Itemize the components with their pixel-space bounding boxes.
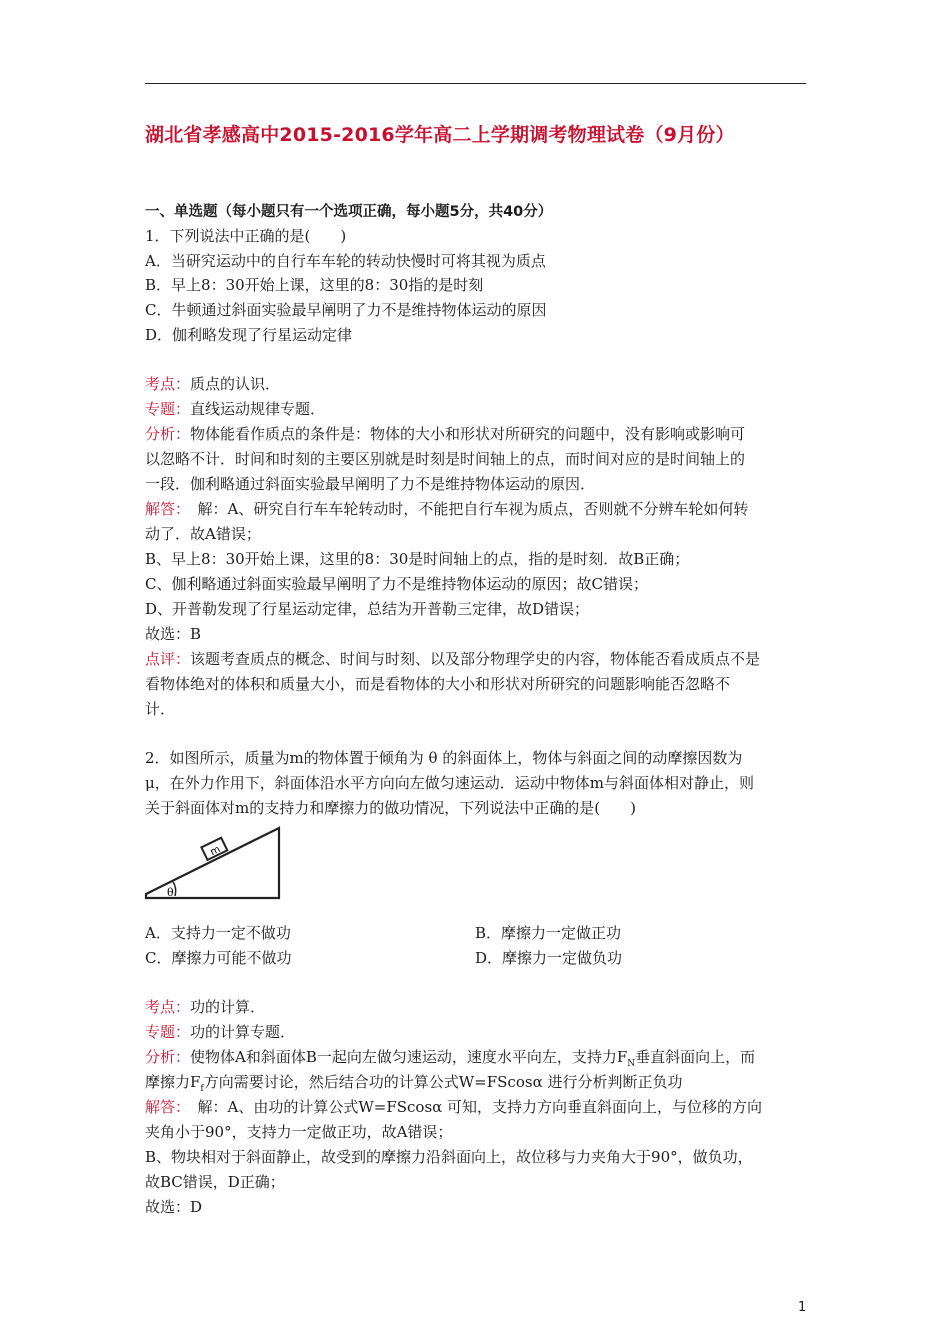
fenxi-label: 分析： bbox=[145, 1048, 191, 1066]
q2-zhuanti bbox=[145, 1022, 295, 1042]
q1-option-d: D．伽利略发现了行星运动定律 bbox=[145, 326, 353, 344]
fenxi-line2-b: 方向需要讨论，然后结合功的计算公式W=FScosα 进行分析判断正负功 bbox=[203, 1073, 683, 1091]
q1-fenxi-line3: 一段．伽利略通过斜面实验最早阐明了力不是维持物体运动的原因． bbox=[145, 475, 596, 493]
q2-option-a: A．支持力一定不做功 bbox=[145, 924, 291, 942]
zhuanti-label: 专题： bbox=[145, 400, 191, 418]
incline-wedge bbox=[146, 828, 279, 898]
q2-stem: 2．如图所示，质量为m的物体置于倾角为 θ 的斜面体上，物体与斜面之间的动摩擦因数为 bbox=[145, 749, 743, 767]
q2-jieda bbox=[145, 1097, 762, 1117]
fenxi-sub-f: f bbox=[200, 1084, 204, 1094]
section-heading: 一、单选题（每小题只有一个选项正确，每小题5分，共40分） bbox=[145, 204, 553, 220]
q1-zhuanti bbox=[145, 399, 325, 419]
fenxi-line2-a: 摩擦力F bbox=[145, 1073, 201, 1091]
q1-option-b: B．早上8：30开始上课，这里的8：30指的是时刻 bbox=[145, 276, 484, 294]
q2-option-d: D．摩擦力一定做负功 bbox=[475, 949, 623, 967]
q2-jieda-line3: B、物块相对于斜面静止，故受到的摩擦力沿斜面向上，故位移与力夹角大于90°，做负功， bbox=[145, 1148, 753, 1166]
q1-dianping bbox=[145, 649, 760, 669]
fenxi-label: 分析： bbox=[145, 425, 191, 443]
q2-stem-line3: 关于斜面体对m的支持力和摩擦力的做功情况，下列说法中正确的是( ) bbox=[145, 799, 636, 817]
dianping-label: 点评： bbox=[145, 650, 191, 668]
q2-fenxi bbox=[145, 1047, 755, 1074]
fenxi-text: 物体能看作质点的条件是：物体的大小和形状对所研究的问题中，没有影响或影响可 bbox=[190, 425, 746, 443]
q1-jieda bbox=[145, 499, 748, 519]
q2-option-c: C．摩擦力可能不做功 bbox=[145, 949, 292, 967]
page-number: 1 bbox=[798, 1300, 807, 1315]
fenxi-text-b: 垂直斜面向上，而 bbox=[635, 1048, 756, 1066]
q2-jieda-line2: 夹角小于90°，支持力一定做正功，故A错误； bbox=[145, 1123, 453, 1141]
q1-option-c: C．牛顿通过斜面实验最早阐明了力不是维持物体运动的原因 bbox=[145, 301, 547, 319]
q1-jieda-line4: C、伽利略通过斜面实验最早阐明了力不是维持物体运动的原因；故C错误； bbox=[145, 575, 648, 593]
page-title: 湖北省孝感高中2015-2016学年高二上学期调考物理试卷（9月份） bbox=[145, 124, 735, 146]
block-label: m bbox=[208, 844, 223, 859]
q2-kaodian bbox=[145, 997, 265, 1017]
dianping-text: 该题考查质点的概念、时间与时刻、以及部分物理学史的内容，物体能否看成质点不是 bbox=[190, 650, 761, 668]
q1-dianping-line3: 计． bbox=[145, 700, 176, 718]
q2-fenxi-line2 bbox=[145, 1072, 682, 1099]
q1-stem: 1．下列说法中正确的是( ) bbox=[145, 227, 347, 245]
zhuanti-label: 专题： bbox=[145, 1023, 191, 1041]
fenxi-text-a: 使物体A和斜面体B一起向左做匀速运动，速度水平向左，支持力F bbox=[190, 1048, 628, 1066]
q2-option-b: B．摩擦力一定做正功 bbox=[475, 924, 622, 942]
q1-jieda-line2: 动了．故A错误； bbox=[145, 525, 261, 543]
q1-option-a: A．当研究运动中的自行车车轮的转动快慢时可将其视为质点 bbox=[145, 252, 546, 270]
kaodian-label: 考点： bbox=[145, 375, 191, 393]
zhuanti-text: 直线运动规律专题． bbox=[190, 400, 326, 418]
header-rule bbox=[145, 83, 806, 84]
q1-dianping-line2: 看物体绝对的体积和质量大小，而是看物体的大小和形状对所研究的问题影响能否忽略不 bbox=[145, 675, 731, 693]
jieda-label: 解答： bbox=[145, 1098, 183, 1116]
q1-fenxi-line2: 以忽略不计．时间和时刻的主要区别就是时刻是时间轴上的点，而时间对应的是时间轴上的 bbox=[145, 450, 746, 468]
jieda-text: 解：A、由功的计算公式W=FScosα 可知，支持力方向垂直斜面向上，与位移的方向 bbox=[182, 1098, 763, 1116]
fenxi-sub-n: N bbox=[627, 1059, 636, 1069]
kaodian-text: 质点的认识． bbox=[190, 375, 281, 393]
q2-jieda-line4: 故BC错误，D正确； bbox=[145, 1173, 285, 1191]
q1-answer: 故选：B bbox=[145, 625, 202, 643]
kaodian-label: 考点： bbox=[145, 998, 191, 1016]
q1-jieda-line5: D、开普勒发现了行星运动定律，总结为开普勒三定律，故D错误； bbox=[145, 600, 590, 618]
q1-kaodian bbox=[145, 374, 280, 394]
q1-jieda-line3: B、早上8：30开始上课，这里的8：30是时间轴上的点，指的是时刻．故B正确； bbox=[145, 550, 690, 568]
q2-stem-line2: μ，在外力作用下，斜面体沿水平方向向左做匀速运动．运动中物体m与斜面体相对静止，则 bbox=[145, 774, 754, 792]
zhuanti-text: 功的计算专题． bbox=[190, 1023, 296, 1041]
incline-figure bbox=[143, 826, 285, 902]
jieda-text: 解：A、研究自行车车轮转动时，不能把自行车视为质点，否则就不分辨车轮如何转 bbox=[182, 500, 749, 518]
jieda-label: 解答： bbox=[145, 500, 183, 518]
angle-label: θ bbox=[167, 886, 174, 899]
q1-fenxi bbox=[145, 424, 745, 444]
kaodian-text: 功的计算． bbox=[190, 998, 266, 1016]
q2-answer: 故选：D bbox=[145, 1198, 203, 1216]
